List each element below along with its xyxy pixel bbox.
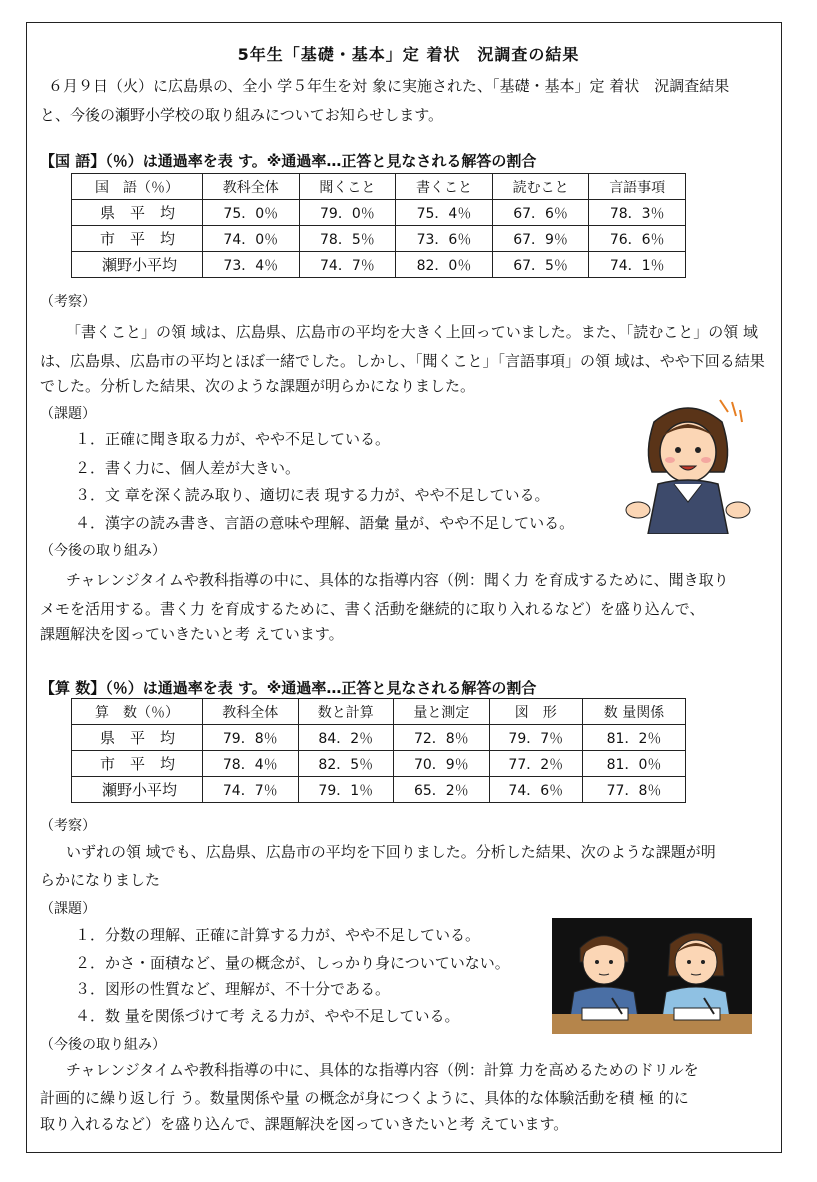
table-cell: 81．0％ [583, 751, 686, 777]
header-cell: 書くこと [396, 174, 493, 200]
sansu-table [71, 698, 686, 803]
sansu-kadai-item: ２．かさ・面積など、量の概念が、しっかり身についていない。 [75, 954, 510, 972]
students-illustration [552, 918, 752, 1034]
kokugo-torikumi-line-2: メモを活用する。書く力 を育成するために、書く活動を継続的に取り入れるなど）を盛り込んで、 [40, 600, 705, 618]
table-row [72, 226, 686, 252]
table-cell: 67．6％ [492, 200, 589, 226]
kokugo-kousatsu-label: （考察） [40, 294, 96, 310]
girl-illustration [624, 392, 752, 534]
table-cell: 75．0％ [203, 200, 300, 226]
row-label: 市 平 均 [72, 226, 203, 252]
kokugo-table-header [72, 174, 686, 200]
header-cell: 図 形 [489, 699, 582, 725]
sansu-kadai-item: ３．図形の性質など、理解が、不十分である。 [75, 980, 391, 998]
table-cell: 67．5％ [492, 252, 589, 278]
table-cell: 82．5％ [298, 751, 394, 777]
page-title: 5年生「基礎・基本」定 着状 況調査の結果 [237, 45, 580, 64]
kokugo-table [71, 173, 686, 278]
intro-line-2: と、今後の瀬野小学校の取り組みについてお知らせします。 [40, 106, 444, 124]
table-cell: 79．1％ [298, 777, 394, 803]
sansu-torikumi-line-2: 計画的に繰り返し行 う。数量関係や量 の概念が身につくように、具体的な体験活動を積 極 的に [40, 1089, 689, 1107]
kokugo-kousatsu-line-2: は、広島県、広島市の平均とほぼ一緒でした。しかし、「聞くこと」「言語事項」の領 域は、やや下回る結果 [40, 352, 765, 370]
sansu-kousatsu-label: （考察） [40, 818, 96, 834]
kokugo-kadai-item: ３．文 章を深く読み取り、適切に表 現する力が、やや不足している。 [75, 486, 550, 504]
table-row [72, 200, 686, 226]
table-cell: 79．7％ [489, 725, 582, 751]
sansu-torikumi-line-3: 取り入れるなど）を盛り込んで、課題解決を図っていきたいと考 えています。 [40, 1115, 569, 1133]
intro-line-1: ６月９日（火）に広島県の、全小 学５年生を対 象に実施された、「基礎・基本」定 着状 況調査結果 [48, 77, 730, 95]
row-label: 瀬野小平均 [72, 252, 203, 278]
sansu-kousatsu-line-2: らかになりました [40, 871, 161, 889]
table-cell: 70．9％ [394, 751, 490, 777]
sansu-kadai-label: （課題） [40, 901, 96, 917]
table-cell: 78．4％ [203, 751, 299, 777]
header-cell: 国 語（％） [72, 174, 203, 200]
header-cell: 聞くこと [299, 174, 396, 200]
table-row [72, 725, 686, 751]
table-cell: 81．2％ [583, 725, 686, 751]
header-cell: 言語事項 [589, 174, 686, 200]
kokugo-kadai-label: （課題） [40, 406, 96, 422]
table-cell: 65．2％ [394, 777, 490, 803]
table-cell: 74．1％ [589, 252, 686, 278]
kokugo-kousatsu-line-3: でした。分析した結果、次のような課題が明らかになりました。 [40, 377, 476, 395]
table-cell: 67．9％ [492, 226, 589, 252]
row-label: 県 平 均 [72, 725, 203, 751]
table-cell: 78．5％ [299, 226, 396, 252]
table-cell: 72．8％ [394, 725, 490, 751]
kokugo-kadai-item: ４．漢字の読み書き、言語の意味や理解、語彙 量が、やや不足している。 [75, 514, 575, 532]
table-row [72, 777, 686, 803]
table-cell: 75．4％ [396, 200, 493, 226]
header-cell: 算 数（％） [72, 699, 203, 725]
kokugo-torikumi-line-3: 課題解決を図っていきたいと考 えています。 [40, 625, 344, 643]
kokugo-kousatsu-line-1: 「書くこと」の領 域は、広島県、広島市の平均を大きく上回っていました。また、「読むこと」の領 域 [66, 323, 759, 341]
table-cell: 74．0％ [203, 226, 300, 252]
table-cell: 74．6％ [489, 777, 582, 803]
table-cell: 73．6％ [396, 226, 493, 252]
row-label: 市 平 均 [72, 751, 203, 777]
header-cell: 教科全体 [203, 174, 300, 200]
header-cell: 読むこと [492, 174, 589, 200]
table-cell: 82．0％ [396, 252, 493, 278]
table-cell: 77．2％ [489, 751, 582, 777]
kokugo-torikumi-label: （今後の取り組み） [40, 543, 166, 559]
table-cell: 77．8％ [583, 777, 686, 803]
sansu-kousatsu-line-1: いずれの領 域でも、広島県、広島市の平均を下回りました。分析した結果、次のような課題が明 [66, 843, 716, 861]
sansu-kadai-item: １．分数の理解、正確に計算する力が、やや不足している。 [75, 926, 481, 944]
row-label: 県 平 均 [72, 200, 203, 226]
table-row [72, 751, 686, 777]
header-cell: 量と測定 [394, 699, 490, 725]
header-cell: 数と計算 [298, 699, 394, 725]
kokugo-kadai-item: １．正確に聞き取る力が、やや不足している。 [75, 430, 391, 448]
table-cell: 78．3％ [589, 200, 686, 226]
kokugo-torikumi-line-1: チャレンジタイムや教科指導の中に、具体的な指導内容（例：聞く力 を育成するために、聞き取り [66, 571, 729, 589]
row-label: 瀬野小平均 [72, 777, 203, 803]
sansu-kadai-item: ４．数 量を関係づけて考 える力が、やや不足している。 [75, 1007, 460, 1025]
sansu-table-header [72, 699, 686, 725]
table-cell: 84．2％ [298, 725, 394, 751]
header-cell: 教科全体 [203, 699, 299, 725]
table-cell: 79．8％ [203, 725, 299, 751]
table-cell: 76．6％ [589, 226, 686, 252]
kokugo-kadai-item: ２．書く力に、個人差が大きい。 [75, 459, 301, 477]
sansu-torikumi-label: （今後の取り組み） [40, 1037, 166, 1053]
table-cell: 73．4％ [203, 252, 300, 278]
table-cell: 74．7％ [299, 252, 396, 278]
table-row [72, 252, 686, 278]
table-cell: 74．7％ [203, 777, 299, 803]
table-cell: 79．0％ [299, 200, 396, 226]
sansu-torikumi-line-1: チャレンジタイムや教科指導の中に、具体的な指導内容（例：計算 力を高めるためのドリルを [66, 1061, 699, 1079]
kokugo-heading: 【国 語】（％）は通過率を表 す。※通過率…正答と見なされる解答の割合 [40, 152, 537, 170]
header-cell: 数 量関係 [583, 699, 686, 725]
sansu-heading: 【算 数】（％）は通過率を表 す。※通過率…正答と見なされる解答の割合 [40, 679, 537, 697]
